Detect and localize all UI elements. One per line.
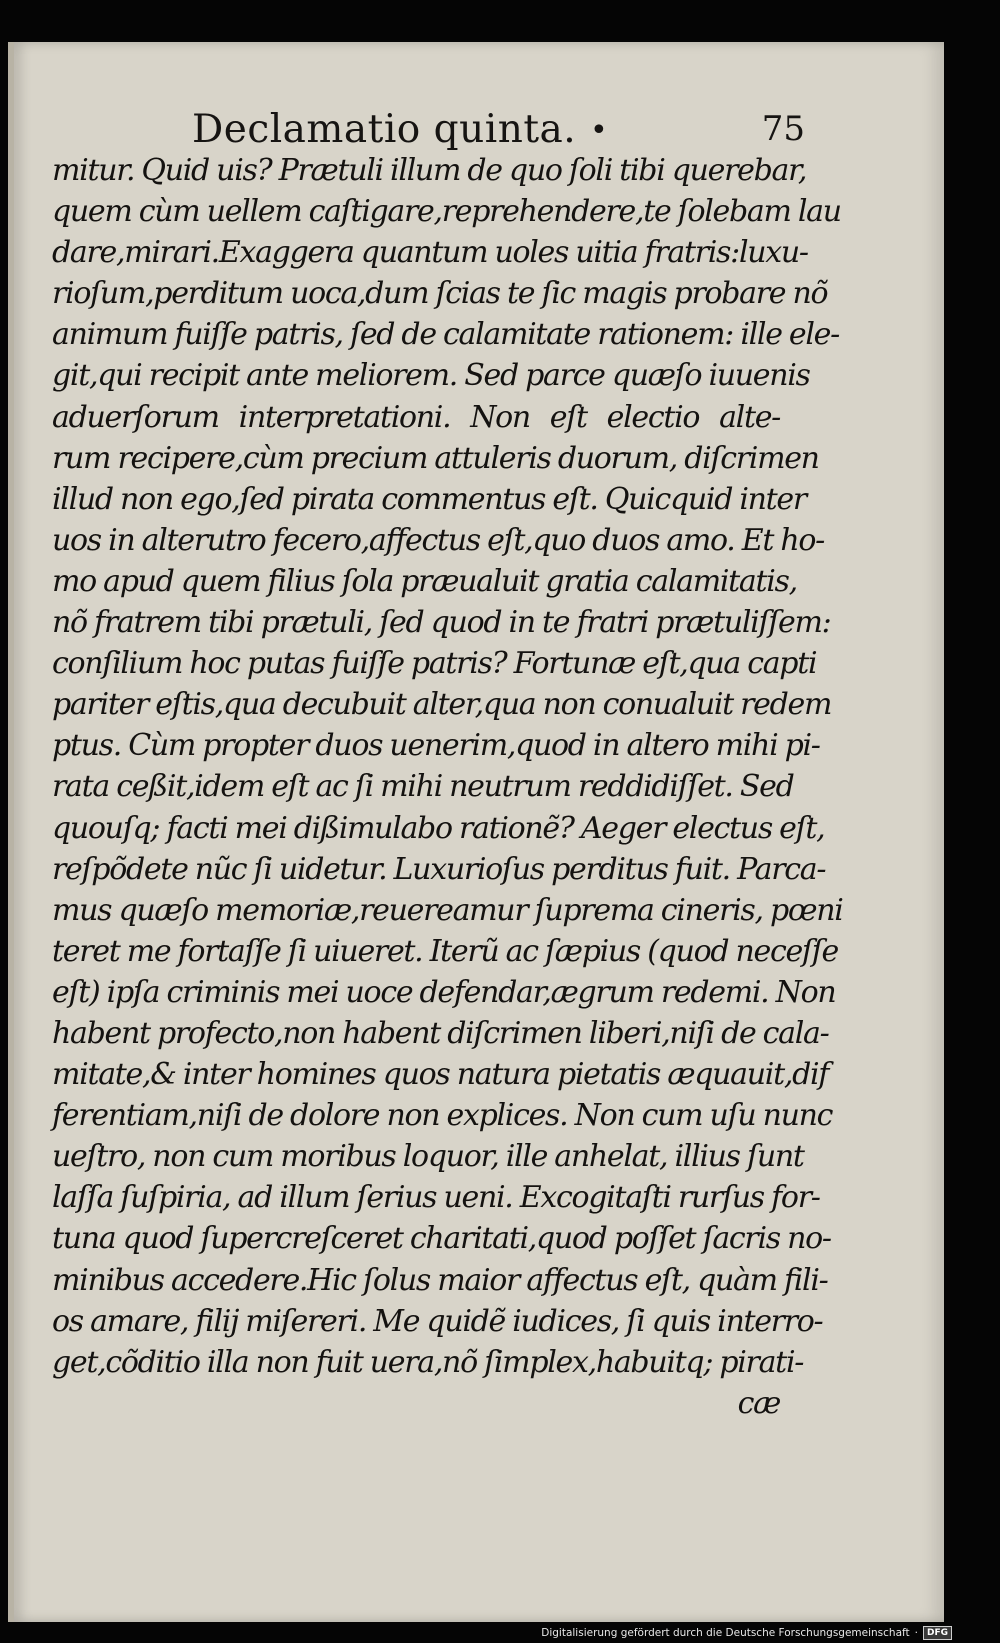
text-line: rata ceßit,idem eſt ac ſi mihi neutrum reddidiſſet. Sed: [52, 769, 794, 805]
text-line: teret me fortaſſe ſi uiueret. Iterũ ac ſæpius (quod neceſſe: [52, 933, 838, 969]
text-line: minibus accedere.Hic ſolus maior affectus eſt, quàm fili-: [52, 1262, 828, 1298]
text-line: nõ fratrem tibi prætuli, ſed quod in te fratri prætuliſſem:: [52, 605, 831, 641]
catchword: cæ: [737, 1385, 780, 1421]
text-line: rum recipere,cùm precium attuleris duorum, diſcrimen: [52, 440, 819, 476]
text-line: reſpõdete nũc ſi uidetur. Luxurioſus perditus fuit. Parca-: [52, 851, 826, 887]
text-line: ueſtro, non cum moribus loquor, ille anhelat, illius ſunt: [52, 1139, 804, 1175]
funding-footer: Digitalisierung gefördert durch die Deutsche Forschungsgemeinschaft · DFG: [541, 1626, 952, 1640]
text-line: pariter eſtis,qua decubuit alter,qua non conualuit redem: [52, 687, 832, 723]
text-line: get,cõditio illa non fuit uera,nõ ſimplex,habuitq; pirati-: [52, 1344, 804, 1380]
page-title: Declamatio quinta.: [192, 107, 577, 152]
text-line: eſt) ipſa criminis mei uoce defendar,ægrum redemi. Non: [52, 974, 836, 1010]
body-text: [52, 150, 843, 1424]
funding-notice: Digitalisierung gefördert durch die Deutsche Forschungsgemeinschaft: [541, 1627, 910, 1639]
text-line: quem cùm uellem caſtigare,reprehendere,te ſolebam lau: [52, 194, 841, 230]
text-line: dare,mirari.Exaggera quantum uoles uitia fratris:luxu-: [52, 235, 808, 271]
text-line: mitate,& inter homines quos natura pietatis æquauit,dif: [52, 1057, 829, 1093]
text-line: os amare, filij miſereri. Me quidẽ iudices, ſi quis interro-: [52, 1303, 823, 1339]
dfg-logo-icon: DFG: [923, 1626, 952, 1640]
text-line: mus quæſo memoriæ,reuereamur ſuprema cineris, pœni: [52, 892, 843, 928]
text-line: laſſa ſuſpiria, ad illum ſerius ueni. Excogitaſti rurſus for-: [52, 1180, 820, 1216]
text-line: uos in alterutro fecero,affectus eſt,quo duos amo. Et ho-: [52, 522, 824, 558]
book-page: [8, 42, 944, 1622]
text-line: quouſq; facti mei dißimulabo rationẽ? Aeger electus eſt,: [52, 810, 825, 846]
head-separator: •: [590, 113, 608, 148]
text-line: rioſum,perditum uoca,dum ſcias te ſic magis probare nõ: [52, 276, 828, 312]
text-line: conſilium hoc putas fuiſſe patris? Fortunæ eſt,qua capti: [52, 646, 817, 682]
text-line: mitur. Quid uis? Prætuli illum de quo ſoli tibi querebar,: [52, 153, 807, 188]
text-line: git,qui recipit ante meliorem. Sed parce quæſo iuuenis: [52, 358, 810, 394]
text-line: tuna quod ſupercreſceret charitati,quod poſſet ſacris no-: [52, 1221, 831, 1257]
text-line: aduerſorum interpretationi. Non eſt electio alte-: [52, 399, 780, 435]
text-line: animum fuiſſe patris, ſed de calamitate rationem: ille ele-: [52, 317, 839, 353]
text-line: ptus. Cùm propter duos uenerim,quod in altero mihi pi-: [52, 728, 820, 764]
text-line: ferentiam,niſi de dolore non explices. Non cum uſu nunc: [52, 1098, 833, 1134]
page-number: 75: [761, 109, 805, 149]
text-line: habent profecto,non habent diſcrimen liberi,niſi de cala-: [52, 1015, 829, 1051]
text-line: mo apud quem filius ſola præualuit gratia calamitatis,: [52, 563, 797, 599]
text-line: illud non ego,ſed pirata commentus eſt. Quicquid inter: [52, 481, 806, 517]
